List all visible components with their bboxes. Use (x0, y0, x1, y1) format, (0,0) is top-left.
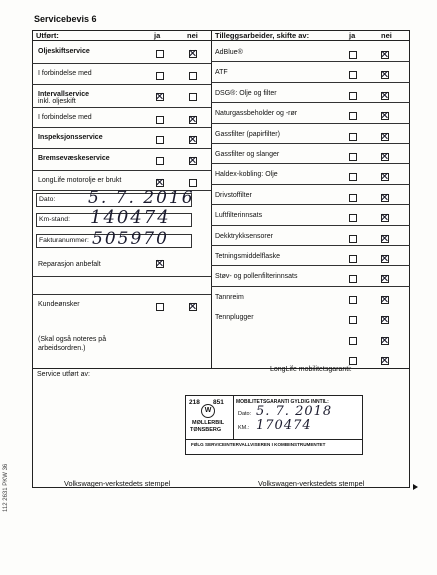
check-mark: ✕ (155, 90, 165, 103)
row-divider (211, 225, 410, 226)
row-divider (211, 143, 410, 144)
additional-ja-checkbox[interactable] (349, 153, 357, 161)
check-mark: ✕ (380, 354, 390, 367)
dealer-city: TØNSBERG (190, 427, 222, 433)
row-divider (32, 148, 211, 149)
date-handwritten: 5. 7. 2016 (88, 188, 195, 208)
additional-ja-checkbox[interactable] (349, 316, 357, 324)
check-mark: ✕ (380, 334, 390, 347)
additional-ja-checkbox[interactable] (349, 71, 357, 79)
check-mark: ✕ (188, 133, 198, 146)
invoice-field[interactable]: Fakturanummer: (36, 234, 192, 248)
additional-ja-checkbox[interactable] (349, 235, 357, 243)
additional-work-label: ATF (215, 69, 228, 76)
guarantee-date-handwritten: 5. 7. 2018 (256, 404, 333, 419)
service-row-label: I forbindelse med (38, 114, 92, 121)
additional-ja-checkbox[interactable] (349, 337, 357, 345)
row-divider (32, 170, 211, 171)
km-handwritten: 140474 (90, 207, 171, 228)
left-header-label: Utført: (36, 31, 59, 40)
additional-work-label: Tannreim (215, 294, 244, 301)
additional-work-label: Støv- og pollenfilterinnsats (215, 273, 298, 280)
additional-ja-checkbox[interactable] (349, 112, 357, 120)
row-divider (211, 265, 410, 266)
check-mark: ✕ (380, 89, 390, 102)
repair-check-mark: ✕ (155, 257, 165, 270)
service-row-label: Oljeskiftservice (38, 48, 90, 55)
right-header-label: Tilleggsarbeider, skifte av: (215, 31, 310, 40)
service-row-label: Intervallservice (38, 91, 89, 98)
date-field[interactable]: Dato: (36, 193, 192, 207)
row-divider (32, 107, 211, 108)
section-divider (32, 368, 410, 369)
service-ja-checkbox[interactable] (156, 72, 164, 80)
check-mark: ✕ (188, 47, 198, 60)
guarantee-title: MOBILITETSGARANTI GYLDIG INNTIL: (236, 399, 329, 405)
service-row-label: I forbindelse med (38, 70, 92, 77)
spine-code: 112 2631 PKW 36 (3, 463, 9, 512)
additional-ja-checkbox[interactable] (349, 296, 357, 304)
check-mark: ✕ (380, 211, 390, 224)
row-divider (211, 204, 410, 205)
longlife-guarantee-label: LongLife mobilitetsgaranti: (270, 366, 352, 373)
row-divider (32, 63, 211, 64)
invoice-handwritten: 505970 (92, 229, 169, 249)
workshop-stamp-label-right: Volkswagen-verkstedets stempel (258, 479, 365, 488)
dealer-name: MØLLERBIL (192, 420, 225, 426)
service-ja-checkbox[interactable] (156, 50, 164, 58)
additional-ja-checkbox[interactable] (349, 92, 357, 100)
right-header-nei: nei (381, 31, 392, 40)
additional-work-label: Gassfilter og slanger (215, 151, 280, 158)
check-mark: ✕ (188, 113, 198, 126)
customer-wishes-label: Kundeønsker (38, 301, 80, 308)
row-divider (211, 245, 410, 246)
service-performed-by-label: Service utført av: (37, 371, 90, 378)
guarantee-km-handwritten: 170474 (256, 418, 312, 433)
customer-check-mark: ✕ (188, 300, 198, 313)
additional-work-label: AdBlue® (215, 49, 243, 56)
page-title: Servicebevis 6 (34, 14, 97, 24)
service-row-label: Inspeksjonsservice (38, 134, 103, 141)
additional-ja-checkbox[interactable] (349, 357, 357, 365)
row-divider (32, 276, 211, 277)
check-mark: ✕ (380, 272, 390, 285)
check-mark: ✕ (380, 252, 390, 265)
service-row-sublabel: inkl. oljeskift (38, 98, 76, 105)
next-page-arrow-icon (413, 484, 418, 490)
additional-work-label: Dekktrykksensorer (215, 233, 273, 240)
service-nei-checkbox[interactable] (189, 179, 197, 187)
check-mark: ✕ (380, 150, 390, 163)
km-field[interactable]: Km-stand: (36, 213, 192, 227)
row-divider (32, 294, 211, 295)
check-mark: ✕ (380, 109, 390, 122)
service-ja-checkbox[interactable] (156, 136, 164, 144)
row-divider (211, 61, 410, 62)
additional-ja-checkbox[interactable] (349, 51, 357, 59)
customer-ja-checkbox[interactable] (156, 303, 164, 311)
header-line (32, 40, 410, 41)
note-text: (Skal også noteres på arbeidsordren.) (38, 336, 107, 352)
column-divider (211, 30, 212, 368)
left-header-ja: ja (154, 31, 161, 40)
check-mark: ✕ (380, 130, 390, 143)
additional-work-label: DSG®: Olje og filter (215, 90, 277, 97)
check-mark: ✕ (380, 68, 390, 81)
repair-recommended-label: Reparasjon anbefalt (38, 261, 101, 268)
stamp-divider (186, 439, 362, 440)
guarantee-km-label: KM.: (238, 425, 250, 431)
additional-ja-checkbox[interactable] (349, 214, 357, 222)
check-mark: ✕ (188, 154, 198, 167)
additional-work-label: Drivstoffilter (215, 192, 252, 199)
additional-ja-checkbox[interactable] (349, 173, 357, 181)
stamp-number-1: 218 (189, 399, 200, 406)
row-divider (211, 102, 410, 103)
additional-work-label: Naturgassbeholder og -rør (215, 110, 298, 117)
additional-work-label: Gassfilter (papirfilter) (215, 131, 280, 138)
row-divider (32, 84, 211, 85)
service-nei-checkbox[interactable] (189, 72, 197, 80)
check-mark: ✕ (380, 313, 390, 326)
right-header-ja: ja (349, 31, 356, 40)
workshop-stamp-label-left: Volkswagen-verkstedets stempel (64, 479, 171, 488)
guarantee-date-label: Dato: (238, 411, 252, 417)
additional-work-label: Tetningsmiddelflaske (215, 253, 280, 260)
workshop-stamp (185, 395, 363, 455)
additional-work-label: Tennplugger (215, 314, 254, 321)
service-row-label: LongLife motorolje er brukt (38, 177, 122, 184)
row-divider (32, 127, 211, 128)
stamp-footer-text: FØLG SERVICEINTERVALLVISEREN I KOMBIINSTRUMENTET (191, 442, 326, 447)
check-mark: ✕ (155, 176, 165, 189)
additional-ja-checkbox[interactable] (349, 194, 357, 202)
check-mark: ✕ (380, 293, 390, 306)
additional-ja-checkbox[interactable] (349, 255, 357, 263)
stamp-number-2: 851 (213, 399, 224, 406)
left-header-nei: nei (187, 31, 198, 40)
row-divider (211, 184, 410, 185)
row-divider (211, 286, 410, 287)
row-divider (211, 163, 410, 164)
check-mark: ✕ (380, 170, 390, 183)
additional-work-label: Luftfilterinnsats (215, 212, 263, 219)
check-mark: ✕ (380, 232, 390, 245)
check-mark: ✕ (380, 48, 390, 61)
row-divider (211, 82, 410, 83)
additional-ja-checkbox[interactable] (349, 275, 357, 283)
additional-ja-checkbox[interactable] (349, 133, 357, 141)
service-nei-checkbox[interactable] (189, 93, 197, 101)
row-divider (211, 123, 410, 124)
service-row-label: Bremsevæskeservice (38, 155, 110, 162)
check-mark: ✕ (380, 191, 390, 204)
service-ja-checkbox[interactable] (156, 157, 164, 165)
vw-logo-icon: W (201, 404, 215, 418)
additional-work-label: Haldex-kobling: Olje (215, 171, 278, 178)
service-ja-checkbox[interactable] (156, 116, 164, 124)
